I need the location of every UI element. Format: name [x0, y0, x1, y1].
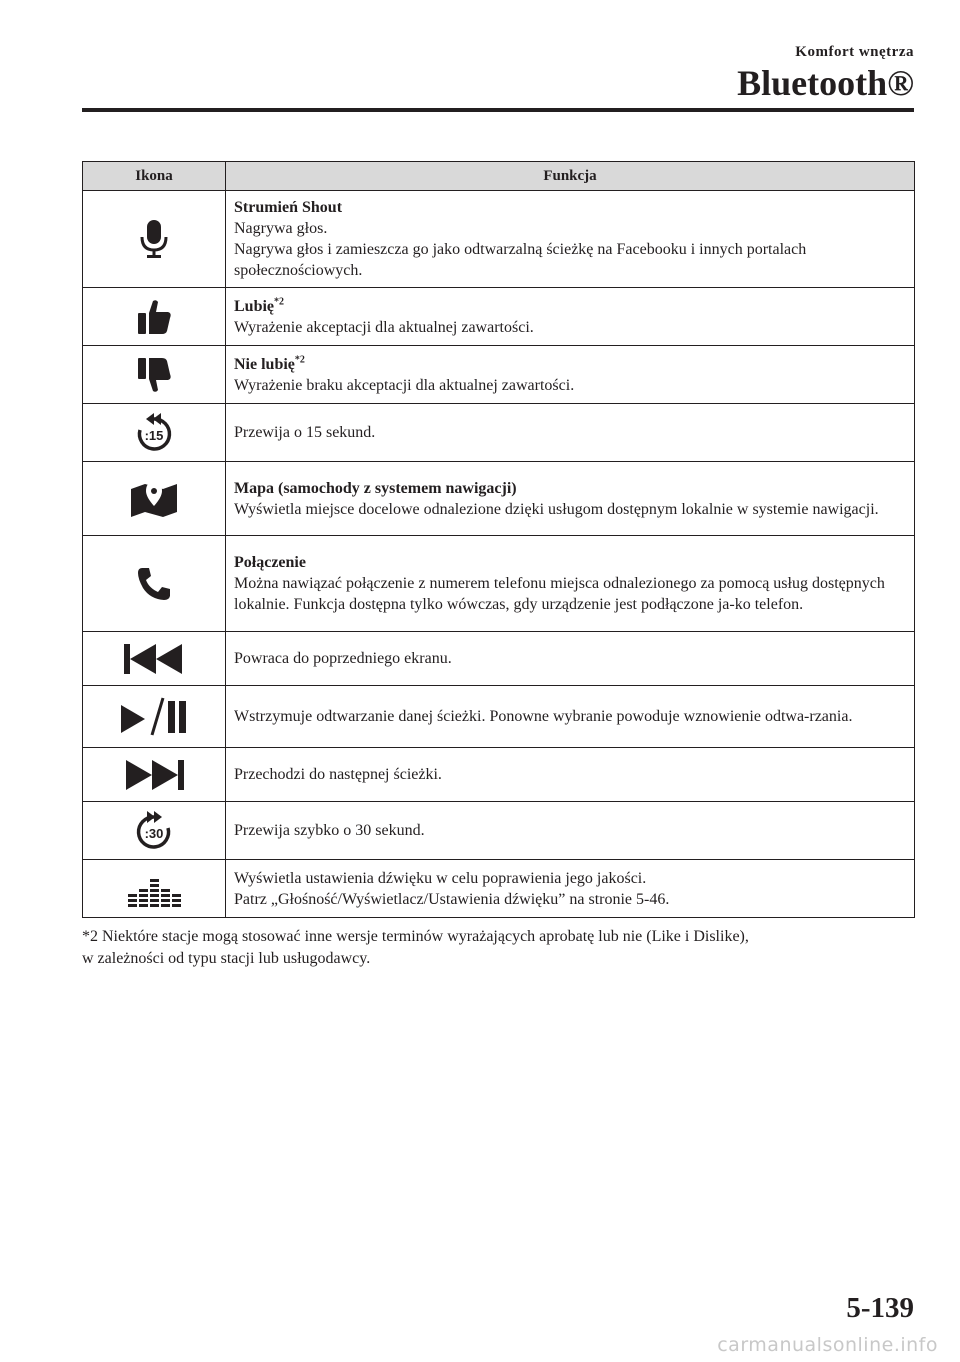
- function-text: Przewija o 15 sekund.: [234, 424, 376, 441]
- thumbs-down-icon: [134, 355, 174, 395]
- function-title: Lubię$^{*2}$: [234, 296, 285, 315]
- function-text: Nagrywa głos i zamieszcza go jako odtwarzalną ścieżkę na Facebooku i innych portalach społecznościowych.: [234, 241, 807, 279]
- page-title: Bluetooth®: [737, 63, 914, 103]
- header-rule: [82, 108, 914, 112]
- function-cell: [226, 462, 915, 536]
- rewind-15-icon: [133, 412, 175, 454]
- equalizer-icon: [127, 867, 181, 911]
- table-row: [83, 632, 915, 686]
- page-number: 5-139: [846, 1292, 914, 1324]
- table-row: [83, 748, 915, 802]
- function-text: Przechodzi do następnej ścieżki.: [234, 766, 442, 783]
- icon-cell: [83, 288, 226, 346]
- icon-cell: [83, 536, 226, 632]
- watermark: carmanualsonline.info: [717, 1334, 938, 1356]
- skip-forward-icon: [122, 757, 186, 793]
- skip-back-icon: [122, 641, 186, 677]
- function-cell: [226, 288, 915, 346]
- function-title: Mapa (samochody z systemem nawigacji): [234, 479, 517, 497]
- function-cell: [226, 802, 915, 860]
- table-row: [83, 462, 915, 536]
- forward-30-icon: [133, 810, 175, 852]
- icon-cell: [83, 346, 226, 404]
- table-header-row: [83, 162, 915, 191]
- icon-cell: [83, 462, 226, 536]
- function-text: Wyrażenie braku akceptacji dla aktualnej zawartości.: [234, 376, 575, 394]
- svg-text::30: :30: [144, 825, 164, 841]
- function-cell: [226, 191, 915, 288]
- col-function-header: Funkcja: [226, 162, 915, 191]
- function-text: Przewija szybko o 30 sekund.: [234, 822, 425, 839]
- function-cell: [226, 346, 915, 404]
- table-row: [83, 860, 915, 918]
- play-pause-icon: [119, 695, 189, 739]
- table-row: [83, 536, 915, 632]
- microphone-icon: [139, 219, 169, 259]
- table-row: [83, 686, 915, 748]
- icon-cell: [83, 404, 226, 462]
- map-pin-icon: [129, 479, 179, 519]
- icon-cell: [83, 686, 226, 748]
- function-cell: [226, 536, 915, 632]
- col-icon-header: Ikona: [83, 162, 226, 191]
- table-row: [83, 404, 915, 462]
- svg-text::15: :15: [144, 427, 164, 443]
- icon-cell: [83, 860, 226, 918]
- phone-icon: [136, 566, 172, 602]
- function-cell: [226, 632, 915, 686]
- icon-cell: [83, 191, 226, 288]
- table-row: [83, 802, 915, 860]
- function-text: Wyświetla miejsce docelowe odnalezione dzięki usługom dostępnym lokalnie w systemie nawigacji.: [234, 500, 879, 518]
- function-text: Wyświetla ustawienia dźwięku w celu poprawienia jego jakości.: [234, 869, 647, 887]
- function-cell: [226, 860, 915, 918]
- function-cell: [226, 686, 915, 748]
- table-row: [83, 191, 915, 288]
- function-text: Powraca do poprzedniego ekranu.: [234, 650, 452, 667]
- function-title: Nie lubię$^{*2}$: [234, 354, 305, 373]
- function-text: Nagrywa głos.: [234, 220, 328, 237]
- footnote: [82, 926, 922, 970]
- function-cell: [226, 404, 915, 462]
- function-cell: [226, 748, 915, 802]
- footnote-line: w zależności od typu stacji lub usługodawcy.: [82, 950, 371, 967]
- section-title: Komfort wnętrza: [795, 44, 914, 60]
- function-text: Można nawiązać połączenie z numerem telefonu miejsca odnalezionego za pomocą usług dostępnych lokalnie. Funkcja dostępna tylko wówczas, gdy urządzenie jest podłączone ja-ko telefon.: [234, 575, 885, 613]
- function-title: Strumień Shout: [234, 199, 343, 216]
- icon-cell: [83, 748, 226, 802]
- function-text: Patrz „Głośność/Wyświetlacz/Ustawienia dźwięku” na stronie 5-46.: [234, 890, 670, 908]
- function-text: Wyrażenie akceptacji dla aktualnej zawartości.: [234, 318, 534, 336]
- function-title: Połączenie: [234, 554, 306, 571]
- table-row: [83, 346, 915, 404]
- footnote-line: *2 Niektóre stacje mogą stosować inne wersje terminów wyrażających aprobatę lub nie (Like i Dislike),: [82, 928, 749, 945]
- function-text: Wstrzymuje odtwarzanie danej ścieżki. Ponowne wybranie powoduje wznowienie odtwa-rzania.: [234, 708, 853, 725]
- icon-cell: [83, 802, 226, 860]
- thumbs-up-icon: [134, 297, 174, 337]
- icon-function-table: [82, 161, 915, 918]
- table-row: [83, 288, 915, 346]
- icon-cell: [83, 632, 226, 686]
